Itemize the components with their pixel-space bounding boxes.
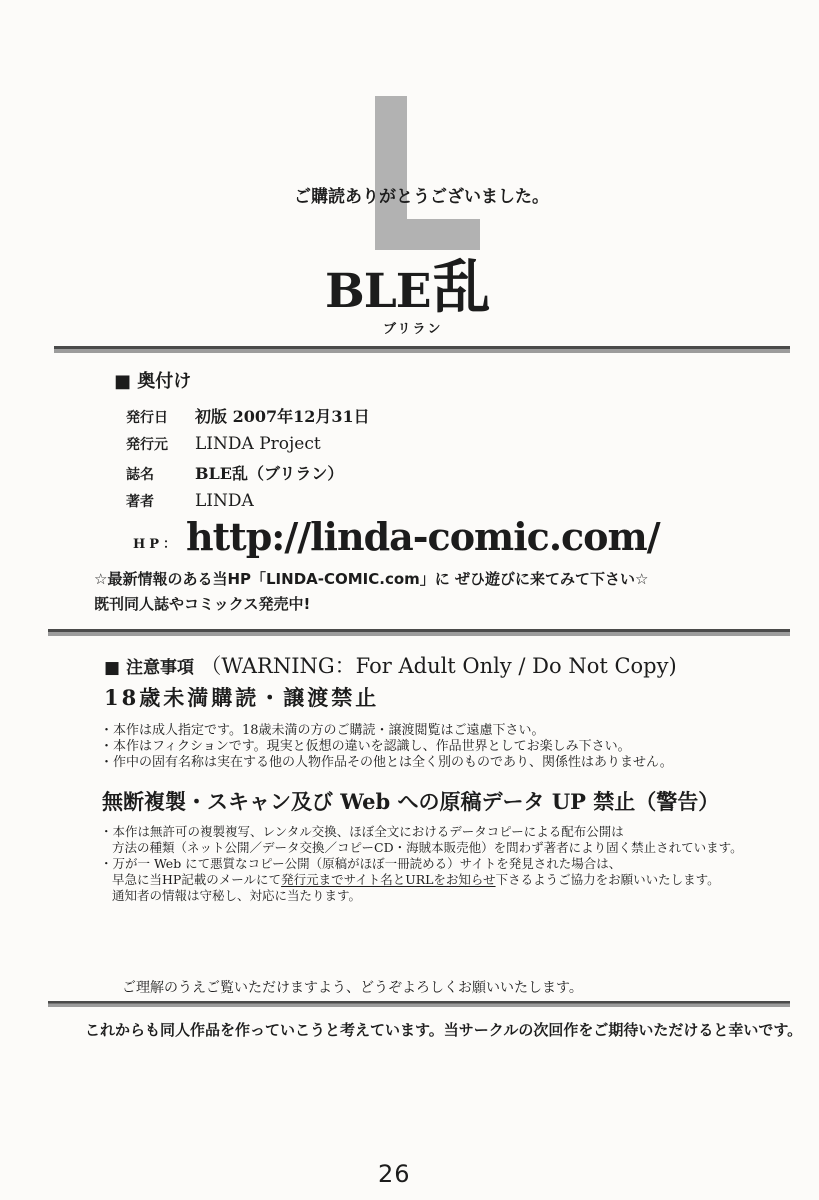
report-text-post: 下さるようご協力をお願いいたします。 — [495, 872, 720, 887]
row-value: 初版 2007年12月31日 — [195, 407, 370, 426]
warning-notes — [100, 723, 673, 771]
copy-prohibition-notes — [100, 824, 743, 904]
hp-label: HP： — [133, 537, 181, 552]
page-number: 26 — [378, 1160, 411, 1188]
warning-heading — [104, 650, 677, 680]
list-item-continuation: 方法の種類（ネット公開／データ交換／コピーCD・海賊本販売他）を問わず著者により固く禁止されています。 — [112, 840, 743, 855]
list-item: ・本作は無許可の複製複写、レンタル交換、ほぼ全文におけるデータコピーによる配布公開は — [100, 824, 624, 839]
divider-bar-top — [54, 346, 790, 353]
row-value: LINDA Project — [195, 434, 321, 454]
title-furigana: ブリラン — [383, 322, 443, 337]
copy-prohibition-heading: 無断複製・スキャン及び Web への原稿データ UP 禁止（警告） — [102, 789, 720, 814]
list-item: ・本作はフィクションです。現実と仮想の違いを認識し、作品世界としてお楽しみ下さい。 — [100, 739, 631, 754]
row-label: 発行日 — [126, 410, 168, 426]
list-item-continuation: 通知者の情報は守秘し、対応に当たります。 — [112, 888, 362, 903]
colophon-heading: ■ 奥付け — [114, 371, 192, 392]
letter-l-foot — [375, 219, 480, 250]
table-row — [126, 404, 370, 427]
row-label: 発行元 — [126, 437, 168, 453]
report-text-pre: 早急に当HP記載のメールにて — [112, 872, 282, 887]
book-title — [325, 253, 491, 337]
hp-note-visit: ☆最新情報のある当HP「LINDA-COMIC.com」に ぜひ遊びに来てみて下さい☆ — [94, 570, 649, 588]
colophon-table — [126, 404, 370, 518]
warning-heading-en: （WARNING：For Adult Only / Do Not Copy) — [200, 654, 677, 678]
table-row — [126, 491, 370, 511]
row-value: BLE乱（ブリラン） — [195, 464, 344, 483]
title-latin: BLE — [325, 264, 431, 319]
row-label: 著者 — [126, 494, 154, 510]
list-item: ・本作は成人指定です。18歳未満の方のご購読・譲渡閲覧はご遠慮下さい。 — [100, 723, 545, 738]
footer-message: これからも同人作品を作っていこうと考えています。当サークルの次回作をご期待いただけると幸いです。 — [85, 1021, 803, 1039]
report-text-underlined: 発行元までサイト名とURLをお知らせ — [281, 872, 496, 887]
row-label: 誌名 — [126, 467, 154, 483]
table-row — [126, 434, 370, 454]
closing-request: ご理解のうえご覧いただけますよう、どうぞよろしくお願いいたします。 — [122, 980, 583, 996]
divider-bar-bottom — [48, 1001, 790, 1007]
hp-note-onsale: 既刊同人誌やコミックス発売中! — [94, 595, 311, 613]
hp-url: http://linda-comic.com/ — [186, 514, 660, 559]
table-row — [126, 461, 370, 484]
list-item-continuation — [100, 872, 743, 888]
title-kanji: 乱 — [432, 253, 491, 321]
thanks-message: ご購読ありがとうございました。 — [294, 187, 549, 207]
warning-heading-jp: ■ 注意事項 — [104, 658, 194, 678]
divider-bar-middle — [48, 629, 790, 636]
row-value: LINDA — [195, 491, 254, 511]
list-item: ・作中の固有名称は実在する他の人物作品その他とは全く別のものであり、関係性はありません。 — [100, 755, 673, 770]
warning-subheading: 18歳未満購読・譲渡禁止 — [104, 685, 380, 710]
list-item: ・万が一 Web にて悪質なコピー公開（原稿がほぼ一冊読める）サイトを発見された場合は、 — [100, 856, 622, 871]
